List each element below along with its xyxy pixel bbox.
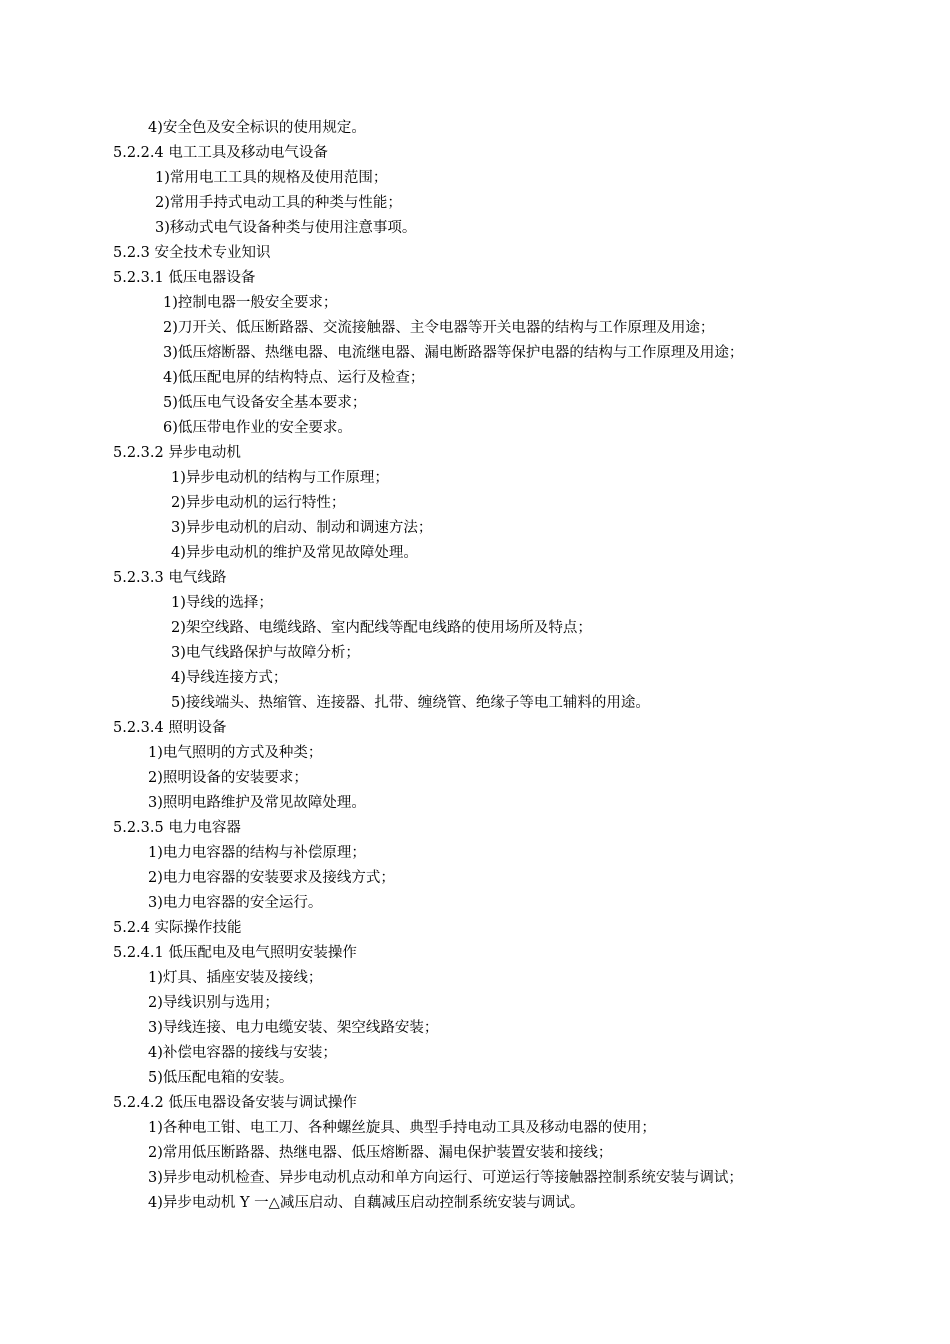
section-heading: 5.2.3.1 低压电器设备 bbox=[113, 270, 256, 286]
list-item: 1)常用电工工具的规格及使用范围； bbox=[155, 170, 388, 186]
list-item: 2)常用低压断路器、热继电器、低压熔断器、漏电保护装置安装和接线； bbox=[148, 1145, 613, 1161]
list-item: 3)照明电路维护及常见故障处理。 bbox=[148, 795, 366, 811]
list-item: 2)刀开关、低压断路器、交流接触器、主令电器等开关电器的结构与工作原理及用途； bbox=[163, 320, 715, 336]
list-item: 2)电力电容器的安装要求及接线方式； bbox=[148, 870, 395, 886]
list-item: 2)常用手持式电动工具的种类与性能； bbox=[155, 195, 402, 211]
list-item: 4)导线连接方式； bbox=[171, 670, 288, 686]
list-item: 3)异步电动机检查、异步电动机点动和单方向运行、可逆运行等接触器控制系统安装与调试； bbox=[148, 1170, 743, 1186]
list-item: 1)各种电工钳、电工刀、各种螺丝旋具、典型手持电动工具及移动电器的使用； bbox=[148, 1120, 656, 1136]
list-item: 1)电气照明的方式及种类； bbox=[148, 745, 323, 761]
list-item: 2)照明设备的安装要求； bbox=[148, 770, 308, 786]
list-item: 3)电气线路保护与故障分析； bbox=[171, 645, 360, 661]
list-item: 1)电力电容器的结构与补偿原理； bbox=[148, 845, 366, 861]
list-item: 1)导线的选择； bbox=[171, 595, 273, 611]
list-item: 5)低压电气设备安全基本要求； bbox=[163, 395, 367, 411]
list-item: 3)电力电容器的安全运行。 bbox=[148, 895, 323, 911]
list-item: 3)低压熔断器、热继电器、电流继电器、漏电断路器等保护电器的结构与工作原理及用途； bbox=[163, 345, 744, 361]
section-heading: 5.2.3.3 电气线路 bbox=[113, 570, 227, 586]
section-heading: 5.2.2.4 电工工具及移动电气设备 bbox=[113, 145, 328, 161]
list-item: 4)补偿电容器的接线与安装； bbox=[148, 1045, 337, 1061]
list-item: 2)架空线路、电缆线路、室内配线等配电线路的使用场所及特点； bbox=[171, 620, 592, 636]
section-heading: 5.2.3.5 电力电容器 bbox=[113, 820, 241, 836]
section-heading: 5.2.3.2 异步电动机 bbox=[113, 445, 241, 461]
list-item: 1)灯具、插座安装及接线； bbox=[148, 970, 323, 986]
section-heading: 5.2.4.1 低压配电及电气照明安装操作 bbox=[113, 945, 357, 961]
list-item: 3)导线连接、电力电缆安装、架空线路安装； bbox=[148, 1020, 439, 1036]
list-item: 3)异步电动机的启动、制动和调速方法； bbox=[171, 520, 433, 536]
list-item: 3)移动式电气设备种类与使用注意事项。 bbox=[155, 220, 417, 236]
list-item: 5)低压配电箱的安装。 bbox=[148, 1070, 294, 1086]
list-item: 2)导线识别与选用； bbox=[148, 995, 279, 1011]
list-item: 2)异步电动机的运行特性； bbox=[171, 495, 346, 511]
list-item: 6)低压带电作业的安全要求。 bbox=[163, 420, 352, 436]
list-item: 5)接线端头、热缩管、连接器、扎带、缠绕管、绝缘子等电工辅料的用途。 bbox=[171, 695, 650, 711]
list-item: 4)低压配电屏的结构特点、运行及检查； bbox=[163, 370, 425, 386]
list-item: 4)异步电动机的维护及常见故障处理。 bbox=[171, 545, 418, 561]
section-heading: 5.2.3.4 照明设备 bbox=[113, 720, 227, 736]
section-heading: 5.2.4 实际操作技能 bbox=[113, 920, 242, 936]
list-item: 1)异步电动机的结构与工作原理； bbox=[171, 470, 389, 486]
section-heading: 5.2.4.2 低压电器设备安装与调试操作 bbox=[113, 1095, 357, 1111]
list-item: 4)安全色及安全标识的使用规定。 bbox=[148, 120, 366, 136]
list-item: 1)控制电器一般安全要求； bbox=[163, 295, 338, 311]
list-item: 4)异步电动机 Y 一△减压启动、自藕减压启动控制系统安装与调试。 bbox=[148, 1195, 585, 1211]
section-heading: 5.2.3 安全技术专业知识 bbox=[113, 245, 271, 261]
